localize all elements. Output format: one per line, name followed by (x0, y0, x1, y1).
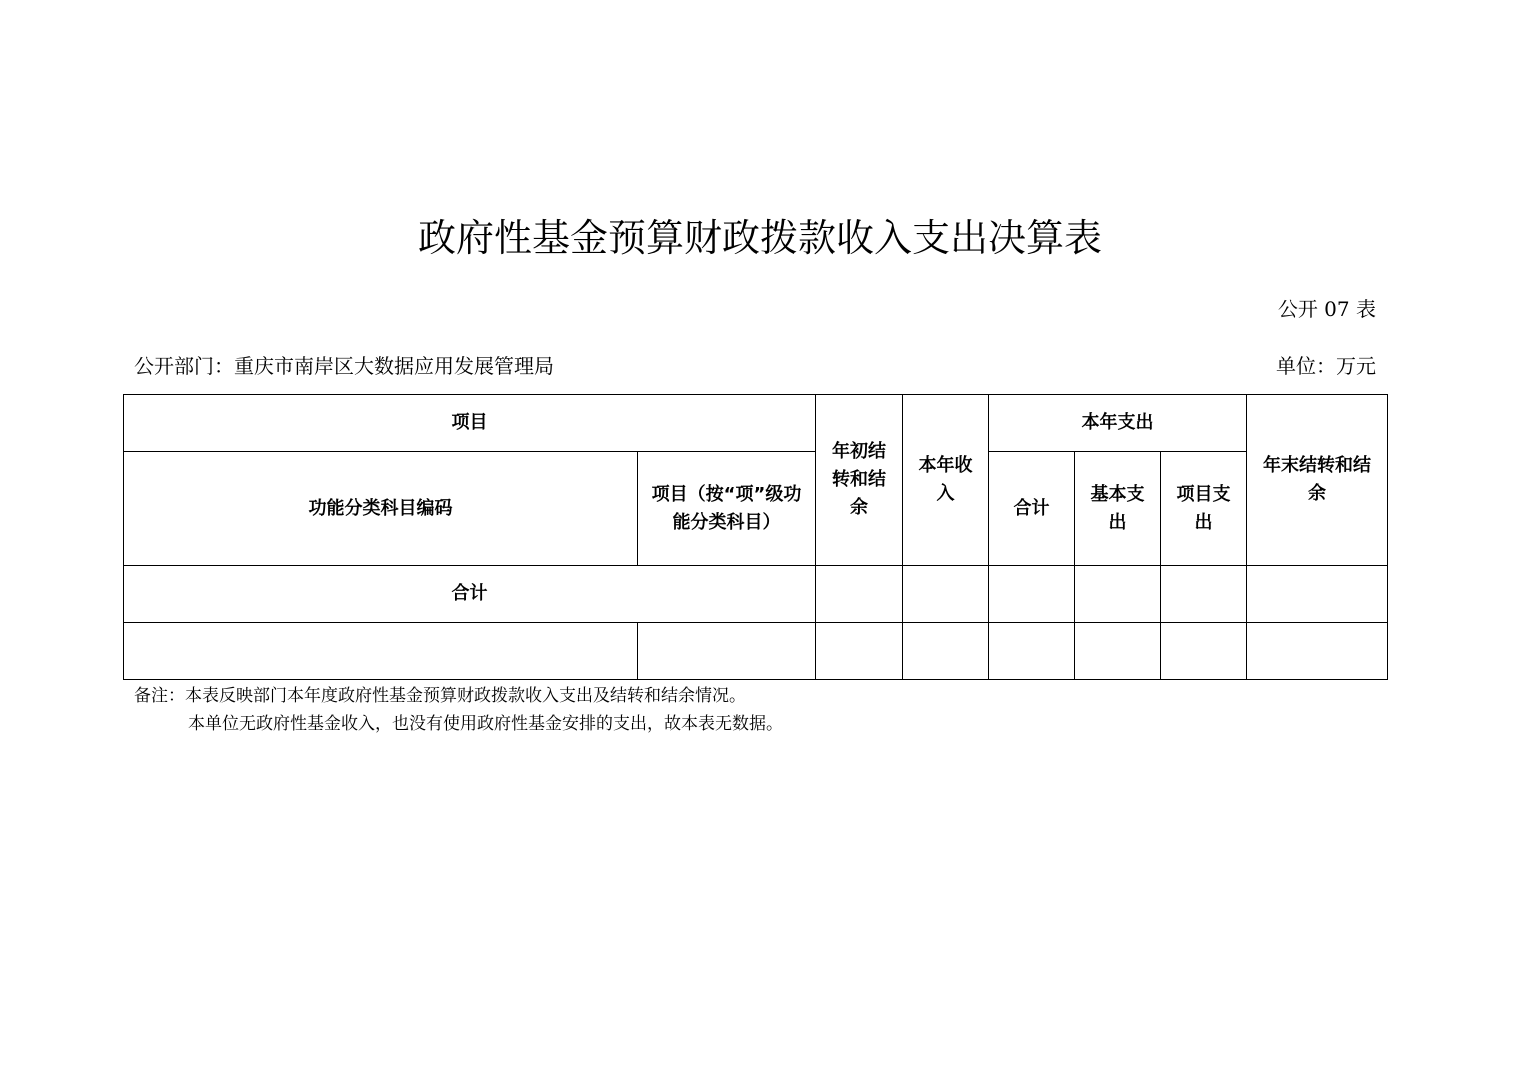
header-expense-total: 合计 (989, 452, 1075, 566)
total-opening-balance-cell (816, 566, 903, 623)
project-expense-cell (1161, 623, 1247, 680)
unit-label: 单位：万元 (1276, 354, 1376, 378)
item-cell (638, 623, 816, 680)
total-row-label: 合计 (124, 566, 816, 623)
header-item-by-level: 项目（按“项”级功能分类科目） (638, 452, 816, 566)
header-row-1 (124, 395, 1388, 452)
header-year-expense: 本年支出 (989, 395, 1247, 452)
budget-table (123, 394, 1388, 680)
header-item: 项目 (124, 395, 816, 452)
expense-total-cell (989, 623, 1075, 680)
page-title: 政府性基金预算财政拨款收入支出决算表 (417, 216, 1102, 260)
header-basic-expense: 基本支出 (1075, 452, 1161, 566)
total-basic-expense-cell (1075, 566, 1161, 623)
total-closing-balance-cell (1247, 566, 1388, 623)
closing-balance-cell (1247, 623, 1388, 680)
total-project-expense-cell (1161, 566, 1247, 623)
note-line-1: 备注：本表反映部门本年度政府性基金预算财政拨款收入支出及结转和结余情况。 (134, 686, 746, 706)
func-code-cell (124, 623, 638, 680)
form-number: 公开 07 表 (1277, 297, 1376, 321)
table-row (124, 623, 1388, 680)
year-income-cell (903, 623, 989, 680)
total-row (124, 566, 1388, 623)
header-closing-balance: 年末结转和结余 (1247, 395, 1388, 566)
note-line-2: 本单位无政府性基金收入，也没有使用政府性基金安排的支出，故本表无数据。 (188, 714, 783, 734)
header-project-expense: 项目支出 (1161, 452, 1247, 566)
total-expense-total-cell (989, 566, 1075, 623)
header-year-income: 本年收入 (903, 395, 989, 566)
department-label: 公开部门：重庆市南岸区大数据应用发展管理局 (134, 354, 554, 378)
notes (134, 682, 783, 738)
header-func-code: 功能分类科目编码 (124, 452, 638, 566)
header-opening-balance: 年初结转和结余 (816, 395, 903, 566)
opening-balance-cell (816, 623, 903, 680)
basic-expense-cell (1075, 623, 1161, 680)
total-year-income-cell (903, 566, 989, 623)
header-row-2 (124, 452, 1388, 566)
